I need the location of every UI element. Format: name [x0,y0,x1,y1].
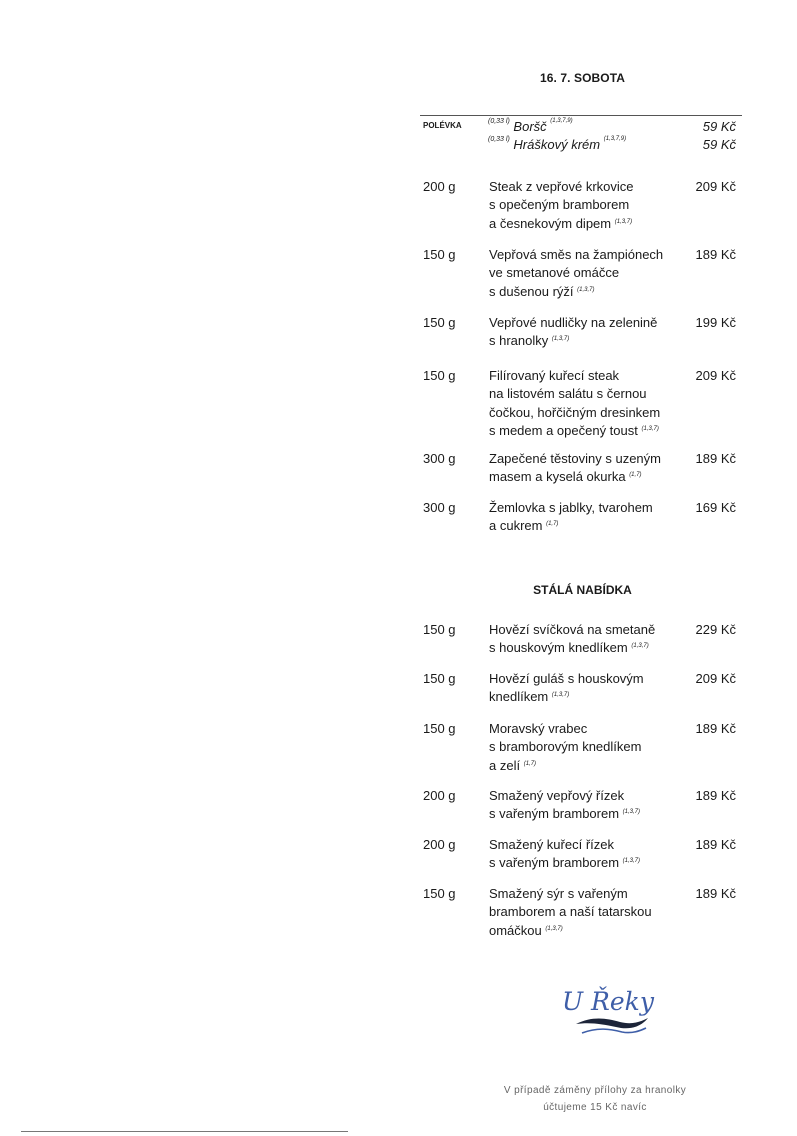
item-line: Vepřové nudličky na zelenině [489,315,658,330]
item-allergens: (1,3,7) [577,286,595,293]
restaurant-logo [560,978,656,1048]
item-line: s hranolky [489,333,549,349]
item-price: 189 Kč [695,721,736,736]
item-weight: 150 g [423,315,456,330]
item-line: Hovězí guláš s houskovým [489,671,644,686]
item-weight: 150 g [423,247,456,262]
footer-note [470,1082,720,1116]
item-line: s vařeným bramborem [489,855,620,871]
item-weight: 300 g [423,451,456,466]
item-line: a česnekovým dipem [489,215,612,231]
item-price: 189 Kč [695,886,736,901]
item-line: s dušenou rýží [489,283,574,299]
item-line: Vepřová směs na žampiónech [489,247,664,262]
item-line: Žemlovka s jablky, tvarohem [489,500,653,515]
logo-text: U Řeky [562,987,654,1016]
item-line: knedlíkem [489,689,549,705]
item-weight: 150 g [423,671,456,686]
item-allergens: (1,3,7) [622,858,641,865]
item-allergens: (1,3,7) [631,643,649,650]
item-weight: 150 g [423,721,456,736]
item-description [489,178,689,233]
item-line: Steak z vepřové krkovice [489,179,634,194]
item-weight: 200 g [423,837,456,852]
item-description [489,499,689,536]
page-title: 16. 7. SOBOTA [539,71,626,85]
item-price: 189 Kč [695,788,736,803]
item-line: ve smetanové omáčce [489,265,620,281]
item-price: 169 Kč [695,500,736,515]
header-divider [420,115,742,116]
item-weight: 300 g [423,500,456,515]
item-line: s houskovým knedlíkem [489,640,628,656]
logo-wave-line-icon [582,1028,646,1033]
item-line: s medem a opečený toust [489,422,638,438]
item-price: 199 Kč [695,315,736,330]
item-allergens: (1,3,7) [545,925,563,932]
item-weight: 150 g [423,886,456,901]
soup-item [488,137,736,153]
item-allergens: (1,3,7) [622,809,641,816]
item-line: Filírovaný kuřecí steak [489,368,620,383]
item-line: Hovězí svíčková na smetaně [489,622,656,637]
item-description [489,246,689,301]
item-allergens: (1,3,7) [641,425,659,432]
item-line: na listovém salátu s černou [489,386,647,402]
item-price: 209 Kč [695,368,736,383]
item-line: omáčkou [489,922,542,938]
item-description [489,787,689,824]
item-allergens: (1,7) [629,472,642,479]
item-description [489,314,689,351]
item-price: 229 Kč [695,622,736,637]
item-allergens: (1,3,7) [551,692,570,699]
footer-divider [21,1131,348,1132]
item-line: Smažený vepřový řízek [489,788,625,803]
soup-label: POLÉVKA [423,121,462,130]
logo-wave-icon [576,1018,648,1028]
soup-name: Boršč [513,119,547,134]
soup-price: 59 Kč [702,119,736,134]
item-line: s bramborovým knedlíkem [489,739,642,755]
section-title: STÁLÁ NABÍDKA [533,583,632,597]
item-allergens: (1,7) [546,521,559,528]
soup-volume: (0,33 l) [488,118,510,125]
item-line: čočkou, hořčičným dresinkem [489,404,661,420]
item-description [489,670,689,707]
item-price: 209 Kč [695,671,736,686]
item-price: 189 Kč [695,837,736,852]
item-line: a cukrem [489,518,543,534]
item-line: a zelí [489,757,521,773]
soup-volume: (0,33 l) [488,136,510,143]
item-weight: 200 g [423,788,456,803]
soup-price: 59 Kč [702,137,736,152]
item-line: bramborem a naší tatarskou [489,904,652,920]
item-description [489,621,689,658]
item-description [489,450,689,487]
item-line: Moravský vrabec [489,721,588,736]
item-description [489,367,689,440]
item-allergens: (1,7) [523,760,537,767]
item-price: 189 Kč [695,247,736,262]
item-allergens: (1,3,7) [614,218,633,225]
note-line: účtujeme 15 Kč navíc [543,1102,647,1113]
soup-item [488,119,736,135]
item-line: s opečeným bramborem [489,197,630,213]
item-description [489,885,689,940]
item-weight: 150 g [423,622,456,637]
soup-allergens: (1,3,7,9) [550,118,573,124]
item-allergens: (1,3,7) [551,336,570,343]
item-description [489,836,689,873]
item-line: Smažený sýr s vařeným [489,886,628,901]
item-price: 189 Kč [695,451,736,466]
note-line: V případě záměny přílohy za hranolky [503,1085,687,1096]
soup-allergens: (1,3,7,9) [603,136,627,142]
item-line: Zapečené těstoviny s uzeným [489,451,661,466]
item-price: 209 Kč [695,179,736,194]
item-line: s vařeným bramborem [489,806,620,822]
item-description [489,720,689,775]
item-weight: 150 g [423,368,456,383]
item-line: masem a kyselá okurka [489,469,626,485]
item-line: Smažený kuřecí řízek [489,837,614,852]
soup-name: Hráškový krém [513,137,601,152]
item-weight: 200 g [423,179,456,194]
